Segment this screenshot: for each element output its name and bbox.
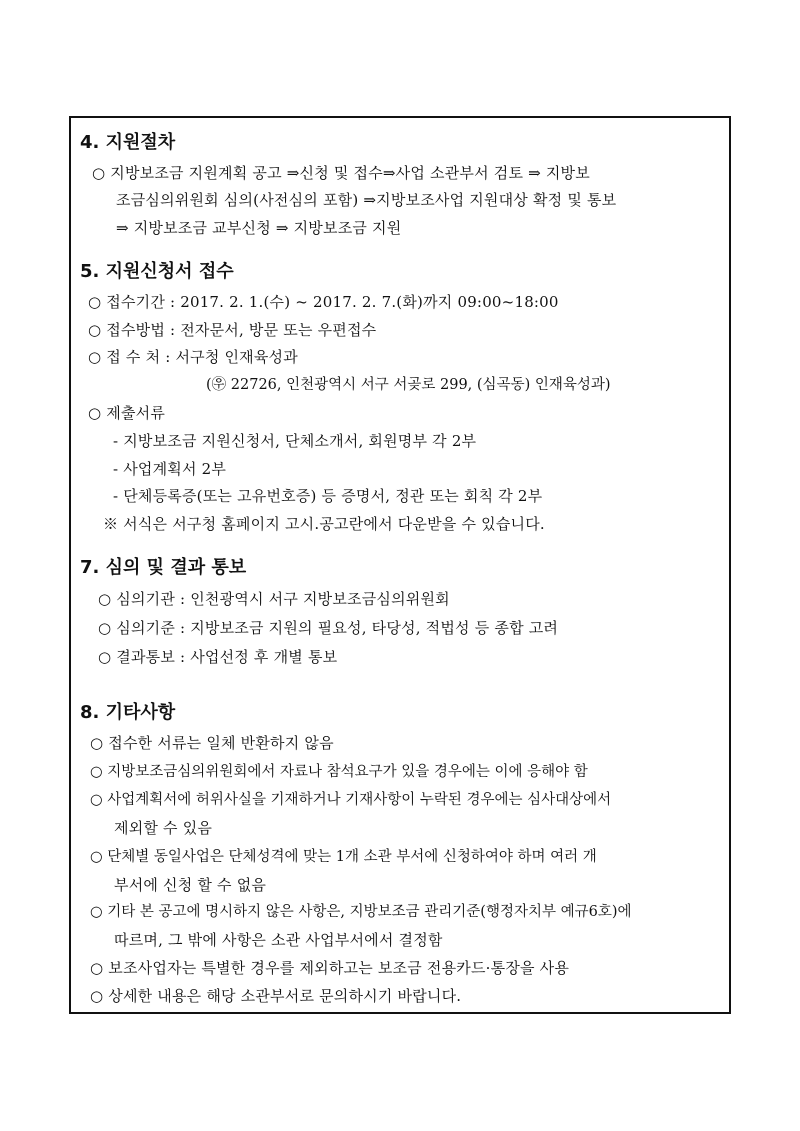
reception-address: (㉾ 22726, 인천광역시 서구 서곶로 299, (심곡동) 인재육성과) (206, 377, 611, 393)
section-4-line: 조금심의위원회 심의(사전심의 포함) ⇒지방보조사업 지원대상 확정 및 통보 (116, 191, 617, 209)
section-4-heading: 4. 지원절차 (80, 132, 176, 153)
misc-item-continued: 제외할 수 있음 (114, 819, 213, 837)
misc-item-continued: 부서에 신청 할 수 없음 (114, 876, 267, 894)
section-7-heading: 7. 심의 및 결과 통보 (80, 557, 247, 578)
review-item: ○ 심의기관 : 인천광역시 서구 지방보조금심의위원회 (98, 590, 450, 608)
reception-method: ○ 접수방법 : 전자문서, 방문 또는 우편접수 (88, 321, 377, 339)
misc-item: ○ 단체별 동일사업은 단체성격에 맞는 1개 소관 부서에 신청하여야 하며 여러 개 (90, 849, 597, 865)
misc-item: ○ 보조사업자는 특별한 경우를 제외하고는 보조금 전용카드·통장을 사용 (90, 959, 570, 977)
document-item: - 지방보조금 지원신청서, 단체소개서, 회원명부 각 2부 (113, 432, 477, 450)
document-item: - 단체등록증(또는 고유번호증) 등 증명서, 정관 또는 회칙 각 2부 (113, 487, 543, 505)
documents-title: ○ 제출서류 (88, 404, 166, 422)
form-download-note: ※ 서식은 서구청 홈페이지 고시.공고란에서 다운받을 수 있습니다. (103, 515, 545, 533)
misc-item: ○ 사업계획서에 허위사실을 기재하거나 기재사항이 누락된 경우에는 심사대상에서 (90, 792, 612, 808)
misc-item: ○ 상세한 내용은 해당 소관부서로 문의하시기 바랍니다. (90, 987, 462, 1005)
section-4-line: ○ 지방보조금 지원계획 공고 ⇒신청 및 접수⇒사업 소관부서 검토 ⇒ 지방보 (92, 164, 590, 182)
misc-item: ○ 접수한 서류는 일체 반환하지 않음 (90, 734, 334, 752)
misc-item-continued: 따르며, 그 밖에 사항은 소관 사업부서에서 결정함 (114, 931, 443, 949)
misc-item: ○ 지방보조금심의위원회에서 자료나 참석요구가 있을 경우에는 이에 응해야 함 (90, 764, 588, 780)
section-8-heading: 8. 기타사항 (80, 702, 176, 723)
reception-period: ○ 접수기간 : 2017. 2. 1.(수) ~ 2017. 2. 7.(화)까지 09:00~18:00 (88, 293, 559, 311)
review-item: ○ 결과통보 : 사업선정 후 개별 통보 (98, 648, 338, 666)
document-item: - 사업계획서 2부 (113, 460, 227, 478)
section-5-heading: 5. 지원신청서 접수 (80, 261, 234, 282)
misc-item: ○ 기타 본 공고에 명시하지 않은 사항은, 지방보조금 관리기준(행정자치부 예규6호)에 (90, 904, 632, 920)
section-4-line: ⇒ 지방보조금 교부신청 ⇒ 지방보조금 지원 (116, 219, 402, 237)
reception-office: ○ 접 수 처 : 서구청 인재육성과 (88, 348, 298, 366)
review-item: ○ 심의기준 : 지방보조금 지원의 필요성, 타당성, 적법성 등 종합 고려 (98, 619, 559, 637)
